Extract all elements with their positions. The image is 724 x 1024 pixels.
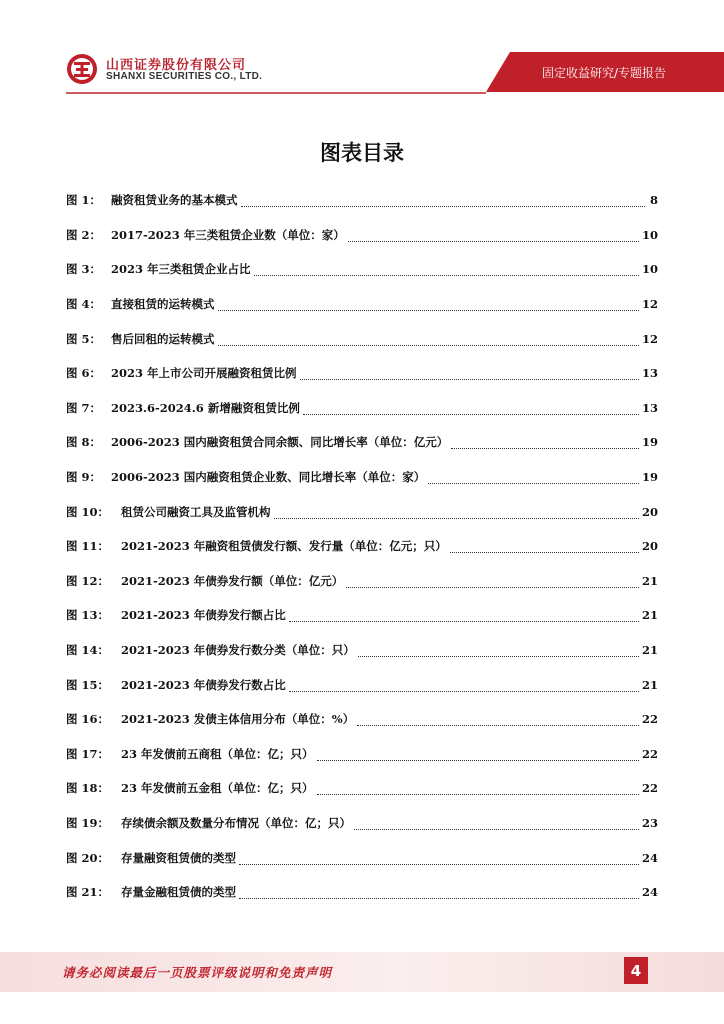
toc-leader-dots	[218, 336, 639, 346]
toc-leader-dots	[348, 232, 639, 242]
toc-entry-page: 8	[649, 193, 658, 208]
toc-entry[interactable]	[66, 667, 658, 702]
header-banner	[0, 0, 724, 100]
toc-entry-page: 22	[641, 746, 658, 761]
toc-entry[interactable]	[66, 564, 658, 599]
toc-entry-number: 图 17：	[66, 746, 110, 761]
toc-entry-number: 图 20：	[66, 850, 110, 865]
shanxi-securities-logo-icon	[66, 53, 98, 85]
toc-entry-page: 12	[641, 297, 658, 312]
toc-leader-dots	[300, 370, 639, 380]
toc-entry[interactable]	[66, 598, 658, 633]
toc-entry-title: 2021-2023 发债主体信用分布（单位：%）	[121, 712, 355, 727]
toc-entry[interactable]	[66, 183, 658, 218]
toc-entry-title: 存量融资租赁债的类型	[121, 850, 237, 865]
toc-leader-dots	[241, 197, 645, 207]
toc-leader-dots	[239, 855, 639, 865]
toc-entry-number: 图 9：	[66, 470, 102, 485]
toc-entry[interactable]	[66, 771, 658, 806]
toc-entry-number: 图 13：	[66, 608, 110, 623]
toc-leader-dots	[428, 474, 639, 484]
toc-entry-title: 2021-2023 年债券发行额（单位：亿元）	[121, 573, 344, 588]
toc-leader-dots	[303, 405, 639, 415]
toc-entry[interactable]	[66, 702, 658, 737]
toc-entry-page: 13	[641, 400, 658, 415]
toc-entry-number: 图 4：	[66, 297, 102, 312]
toc-leader-dots	[354, 820, 639, 830]
toc-entry-page: 22	[641, 712, 658, 727]
toc-entry[interactable]	[66, 460, 658, 495]
toc-entry-title: 存续债余额及数量分布情况（单位：亿；只）	[121, 815, 352, 830]
toc-leader-dots	[451, 439, 639, 449]
toc-leader-dots	[317, 785, 639, 795]
toc-entry-number: 图 19：	[66, 815, 110, 830]
toc-entry-page: 19	[641, 435, 658, 450]
toc-entry-page: 10	[641, 262, 658, 277]
toc-entry-page: 23	[641, 815, 658, 830]
toc-entry[interactable]	[66, 633, 658, 668]
company-name-en: SHANXI SECURITIES CO., LTD.	[106, 71, 263, 82]
toc-entry-title: 2017-2023 年三类租赁企业数（单位：家）	[111, 227, 345, 242]
toc-leader-dots	[358, 647, 639, 657]
toc-entry-number: 图 18：	[66, 781, 110, 796]
toc-leader-dots	[357, 716, 639, 726]
page-header	[0, 0, 724, 100]
toc-entry[interactable]	[66, 356, 658, 391]
toc-entry-number: 图 7：	[66, 400, 102, 415]
toc-entry-number: 图 6：	[66, 366, 102, 381]
toc-entry-page: 21	[641, 608, 658, 623]
toc-entry-page: 22	[641, 781, 658, 796]
page-title: 图表目录	[320, 141, 404, 165]
page-number: 4	[624, 957, 648, 984]
toc-entry[interactable]	[66, 737, 658, 772]
toc-entry-title: 融资租赁业务的基本模式	[111, 193, 238, 208]
toc-leader-dots	[289, 612, 639, 622]
toc-entry-title: 直接租赁的运转模式	[111, 297, 215, 312]
toc-entry-title: 售后回租的运转模式	[111, 331, 215, 346]
toc-entry-page: 12	[641, 331, 658, 346]
toc-entry[interactable]	[66, 391, 658, 426]
toc-entry-number: 图 14：	[66, 643, 110, 658]
toc-entry-number: 图 12：	[66, 573, 110, 588]
toc-entry[interactable]	[66, 806, 658, 841]
toc-entry-page: 19	[641, 470, 658, 485]
toc-entry-title: 2021-2023 年债券发行数占比	[121, 677, 286, 692]
toc-leader-dots	[317, 751, 639, 761]
toc-entry-title: 2021-2023 年债券发行额占比	[121, 608, 286, 623]
toc-entry-number: 图 3：	[66, 262, 102, 277]
toc-entry-title: 2021-2023 年融资租赁债发行额、发行量（单位：亿元；只）	[121, 539, 447, 554]
toc-entry[interactable]	[66, 321, 658, 356]
toc-entry-page: 21	[641, 573, 658, 588]
toc-entry-number: 图 10：	[66, 504, 110, 519]
toc-entry-number: 图 5：	[66, 331, 102, 346]
toc-entry-page: 21	[641, 677, 658, 692]
toc-entry-page: 21	[641, 643, 658, 658]
toc-entry-number: 图 21：	[66, 885, 110, 900]
toc-entry-number: 图 8：	[66, 435, 102, 450]
toc-entry-number: 图 16：	[66, 712, 110, 727]
toc-entry-title: 2023 年三类租赁企业占比	[111, 262, 251, 277]
figure-toc-list	[66, 183, 658, 909]
toc-entry[interactable]	[66, 840, 658, 875]
toc-leader-dots	[274, 509, 639, 519]
toc-entry-title: 存量金融租赁债的类型	[121, 885, 237, 900]
toc-leader-dots	[346, 578, 639, 588]
toc-entry-title: 23 年发债前五金租（单位：亿；只）	[121, 781, 314, 796]
toc-entry-page: 24	[641, 850, 658, 865]
toc-entry[interactable]	[66, 218, 658, 253]
toc-entry[interactable]	[66, 875, 658, 910]
toc-entry-number: 图 2：	[66, 227, 102, 242]
toc-leader-dots	[254, 266, 639, 276]
toc-leader-dots	[450, 543, 639, 553]
toc-entry-title: 23 年发债前五商租（单位：亿；只）	[121, 746, 314, 761]
toc-entry[interactable]	[66, 252, 658, 287]
toc-entry-page: 10	[641, 227, 658, 242]
toc-entry-page: 24	[641, 885, 658, 900]
footer-disclaimer: 请务必阅读最后一页股票评级说明和免责声明	[62, 965, 333, 980]
toc-entry-title: 2023.6-2024.6 新增融资租赁比例	[111, 400, 300, 415]
toc-entry-page: 13	[641, 366, 658, 381]
toc-entry[interactable]	[66, 425, 658, 460]
toc-entry[interactable]	[66, 287, 658, 322]
toc-entry-number: 图 15：	[66, 677, 110, 692]
toc-entry-page: 20	[641, 504, 658, 519]
report-type-label: 固定收益研究/专题报告	[541, 66, 666, 80]
toc-entry-title: 2006-2023 国内融资租赁合同余额、同比增长率（单位：亿元）	[111, 435, 449, 450]
toc-entry-number: 图 11：	[66, 539, 110, 554]
toc-entry-title: 租赁公司融资工具及监管机构	[121, 504, 271, 519]
toc-entry-page: 20	[641, 539, 658, 554]
toc-leader-dots	[218, 301, 639, 311]
toc-entry-title: 2021-2023 年债券发行数分类（单位：只）	[121, 643, 355, 658]
toc-entry[interactable]	[66, 494, 658, 529]
toc-entry[interactable]	[66, 529, 658, 564]
toc-entry-title: 2023 年上市公司开展融资租赁比例	[111, 366, 297, 381]
toc-leader-dots	[289, 682, 639, 692]
company-name-cn: 山西证券股份有限公司	[106, 58, 247, 73]
toc-leader-dots	[239, 889, 639, 899]
toc-entry-number: 图 1：	[66, 193, 102, 208]
toc-entry-title: 2006-2023 国内融资租赁企业数、同比增长率（单位：家）	[111, 470, 426, 485]
